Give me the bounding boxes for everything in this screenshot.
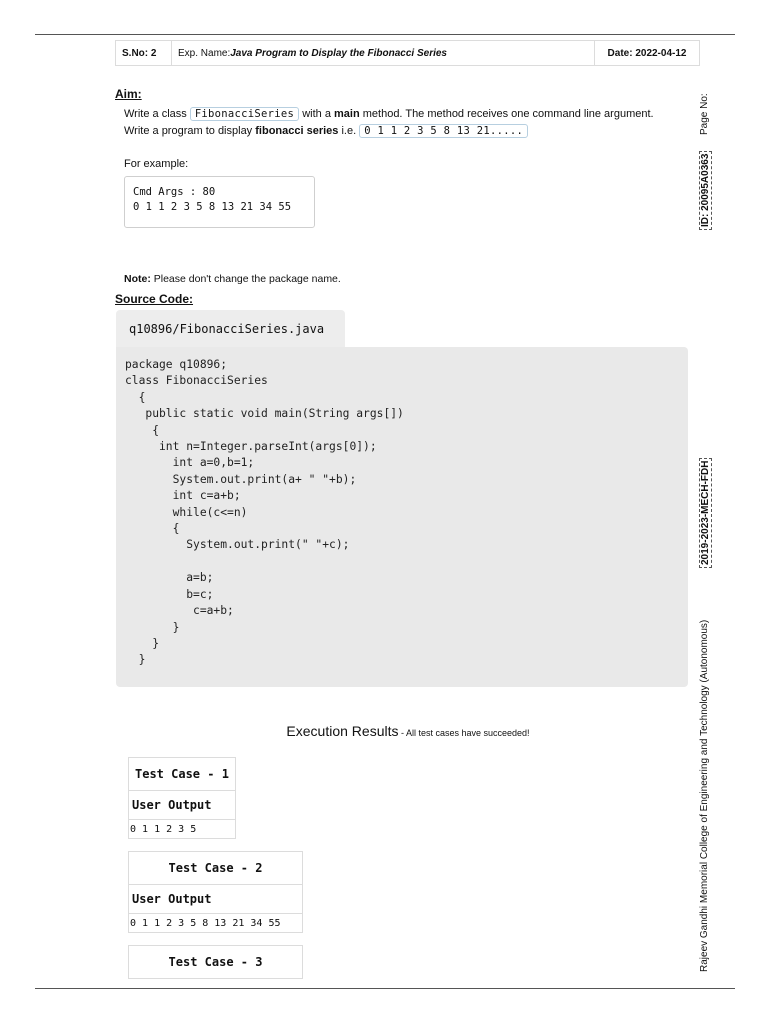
aim-heading: Aim: [115, 87, 142, 101]
user-output-value: 0 1 1 2 3 5 8 13 21 34 55 [129, 914, 303, 933]
experiment-name-prefix: Exp. Name: [178, 47, 231, 59]
aim-text: method. The method receives one command line argument. [359, 108, 654, 120]
execution-subtitle: - All test cases have succeeded! [398, 728, 530, 738]
experiment-name [172, 41, 595, 65]
test-case-table [128, 851, 303, 933]
example-box: Cmd Args : 80 0 1 1 2 3 5 8 13 21 34 55 [124, 176, 315, 228]
experiment-name-value: Java Program to Display the Fibonacci Series [230, 47, 447, 59]
aim-text: Write a class [124, 108, 190, 120]
user-output-label: User Output [129, 791, 236, 820]
execution-results-heading [0, 723, 700, 739]
aim-text: Write a program to display [124, 125, 256, 137]
test-case-table [128, 757, 236, 839]
execution-title: Execution Results [286, 723, 399, 739]
aim-line-2 [124, 125, 528, 137]
bottom-rule [35, 988, 735, 989]
for-example-label: For example: [124, 158, 189, 170]
test-case-title: Test Case - 1 [129, 758, 236, 791]
class-name-code: FibonacciSeries [190, 107, 299, 121]
user-output-value: 0 1 1 2 3 5 [129, 820, 236, 839]
batch-code: 2019-2023-MECH-FDH [699, 458, 712, 568]
experiment-header [115, 40, 700, 66]
test-case-title: Test Case - 3 [129, 946, 303, 979]
experiment-date: Date: 2022-04-12 [607, 47, 687, 59]
test-case-title: Test Case - 2 [129, 852, 303, 885]
source-code-heading: Source Code: [115, 292, 194, 306]
college-name: Rajeev Gandhi Memorial College of Engineering and Technology (Autonomous) [699, 619, 710, 972]
note-label: Note: [124, 273, 151, 285]
file-tab[interactable]: q10896/FibonacciSeries.java [116, 310, 345, 348]
series-code: 0 1 1 2 3 5 8 13 21..... [359, 124, 528, 138]
user-output-label: User Output [129, 885, 303, 914]
source-code-block: package q10896; class FibonacciSeries { public static void main(String args[]) { int n=Integer.parseInt(args[0]); int a=0,b=1; System.out.print(a+ " "+b); int c=a+b; while(c<=n) { System.out.print(" "+c); a=b; b=c; c=a+b; } } } [116, 347, 688, 687]
note-text: Please don't change the package name. [150, 273, 341, 285]
aim-bold-text: fibonacci series [255, 125, 339, 137]
serial-number: S.No: 2 [116, 41, 172, 65]
note [124, 273, 341, 285]
aim-bold-text: main [334, 108, 360, 120]
student-id: ID: 20095A0363 [699, 151, 712, 230]
top-rule [35, 34, 735, 35]
page-number-label: Page No: [699, 93, 710, 135]
aim-text: i.e. [338, 125, 360, 137]
aim-line-1 [124, 108, 654, 120]
aim-text: with a [299, 108, 334, 120]
test-case-table [128, 945, 303, 979]
